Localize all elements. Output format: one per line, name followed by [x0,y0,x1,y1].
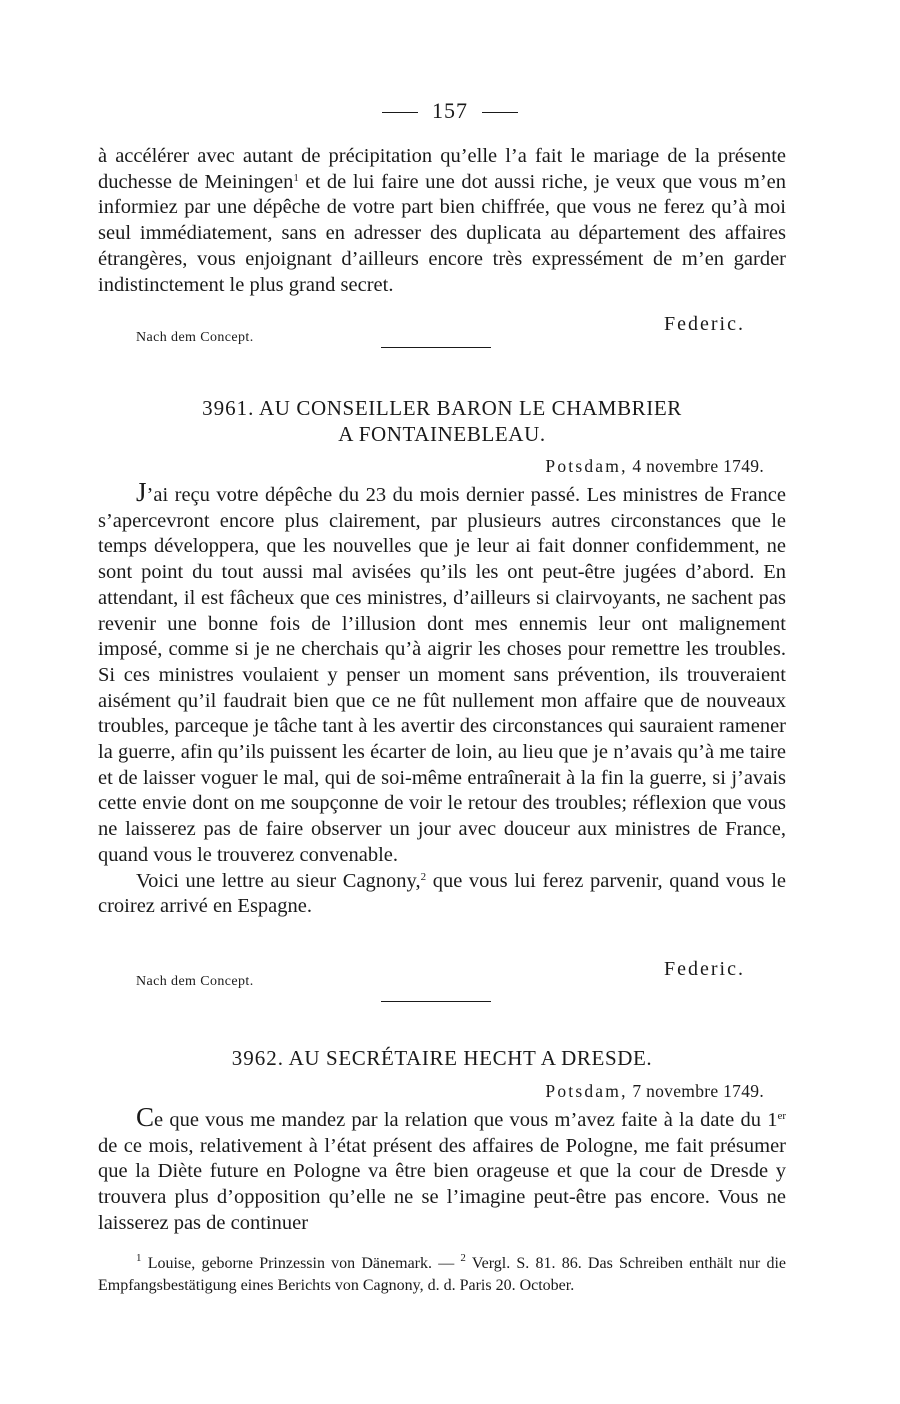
footnote-1-text: Louise, geborne Prinzessin von Dänemark. — [141,1255,461,1272]
letter-3962-paragraph-1-part1: e que vous me mandez par la relation que vous m’avez faite à la date du 1 [154,1109,778,1131]
page-number-value: 157 [432,98,468,123]
letter-3961-paragraph-1-text: ’ai reçu votre dépêche du 23 du mois dernier passé. Les ministres de France s’apercevront encore plus clairement, par plusieurs autres circonstances que le temps développera, que les nouvelles que je leur ai fait donner confidemment, ne sont point du tout aussi mal avisées qu’ils les ont peut-être jugées d’abord. En attendant, il est fâcheux que ces ministres, d’ailleurs si clairvoyants, ne sachent pas revenir une bonne fois de l’illusion dont mes ennemis leur ont malignement imposé, comme si je ne cherchais qu’à aigrir les choses pour remettre les troubles. Si ces ministres voulaient y penser un moment sans prévention, ils trouveraient aisément qu’il faudrait bien que ce ne fût nullement mon affaire que de nouveaux troubles, parceque je tâche tant à les avertir des circonstances qui sauraient ramener la guerre, afin qu’ils puissent les écarter de loin, au lieu que je n’avais qu’à me taire et de laisser voguer le mal, qui de soi-même entraînerait à la fin la guerre, si j’avais cette envie dont on me soupçonne de voir le retour des troubles; réflexion que vous ne laisserez pas de faire observer un jour avec douceur aux ministres de France, quand vous le trouverez convenable. [98,484,786,866]
letter-3961-place: Potsdam, [545,456,628,476]
continuation-paragraph [98,144,786,298]
source-note-3961: Nach dem Concept. [136,974,254,989]
letter-3962-initial: C [136,1102,155,1132]
letter-3962-paragraph-1 [98,1102,786,1237]
letter-3961-paragraph-2 [98,869,786,920]
letter-3962-heading [98,1045,786,1071]
continuation-text-part1: à accélérer avec autant de précipitation qu’elle l’a fait le mariage de la présente duchesse de Meiningen [98,145,786,193]
continuation-text-part2: et de lui faire une dot aussi riche, je veux que vous m’en informiez par une dépêche de votre part bien chiffrée, que vous ne ferez qu’à moi seul immédiatement, sans en adresser des duplicata au département des affaires étrangères, vous enjoignant d’ailleurs encore très expressément de m’en garder indistinctement le plus grand secret. [98,170,787,296]
letter-3962-paragraph-1-part2: de ce mois, relativement à l’état présent des affaires de Pologne, me fait présumer que la Diète future en Pologne va être bien orageuse et que la cour de Dresde y trouvera plus d’opposition qu’elle ne se l’imagine peut-être pas encore. Vous ne laisserez pas de continuer [98,1134,786,1234]
letter-3961-body [98,477,786,920]
letter-3961-heading-line2: A FONTAINEBLEAU. [338,422,546,446]
letter-3962-place: Potsdam, [545,1081,628,1101]
footnotes [98,1253,786,1297]
letter-3962-dateline [545,1081,764,1102]
footnote-2-text: Vergl. S. 81. 86. Das Schreiben enthält nur die Empfangsbestätigung eines Berichts von Cagnony, d. d. Paris 20. October. [98,1255,787,1294]
source-note-continuation: Nach dem Concept. [136,330,254,345]
footnote-mark-2: 2 [460,1252,466,1264]
letter-3962-number: 3962. [231,1046,284,1070]
signature-3961: Federic. [664,958,745,980]
footnote-mark-1: 1 [136,1252,142,1264]
letter-3962-superscript: er [777,1110,786,1122]
section-divider-2 [381,1001,491,1002]
page-number-dash-left [382,112,418,113]
letter-3961-paragraph-2-part1: Voici une lettre au sieur Cagnony, [136,869,421,892]
continuation-text [98,144,786,298]
letter-3961-heading-line1 [98,395,786,421]
letter-3961-recipient: AU CONSEILLER BARON LE CHAMBRIER [259,396,682,420]
page-number [0,98,900,124]
letter-3961-heading [98,395,786,447]
footnote-ref-1: 1 [293,171,299,184]
letter-3961-number: 3961. [202,396,255,420]
letter-3962-date: 7 novembre 1749. [632,1081,764,1101]
letter-3961-dateline [545,456,764,477]
footnote-block [98,1253,786,1297]
letter-3961-date: 4 novembre 1749. [632,456,764,476]
signature-continuation: Federic. [664,313,745,335]
letter-3961-paragraph-2-part2: que vous lui ferez parvenir, quand vous le croirez arrivé en Espagne. [98,869,786,918]
letter-3962-body [98,1102,786,1237]
letter-3961-paragraph-1 [98,477,786,869]
footnote-ref-2: 2 [420,870,427,883]
letter-3962-recipient: AU SECRÉTAIRE HECHT A DRESDE. [288,1046,653,1070]
section-divider-1 [381,347,491,348]
letter-3961-initial: J [136,477,147,507]
page-number-dash-right [482,112,518,113]
